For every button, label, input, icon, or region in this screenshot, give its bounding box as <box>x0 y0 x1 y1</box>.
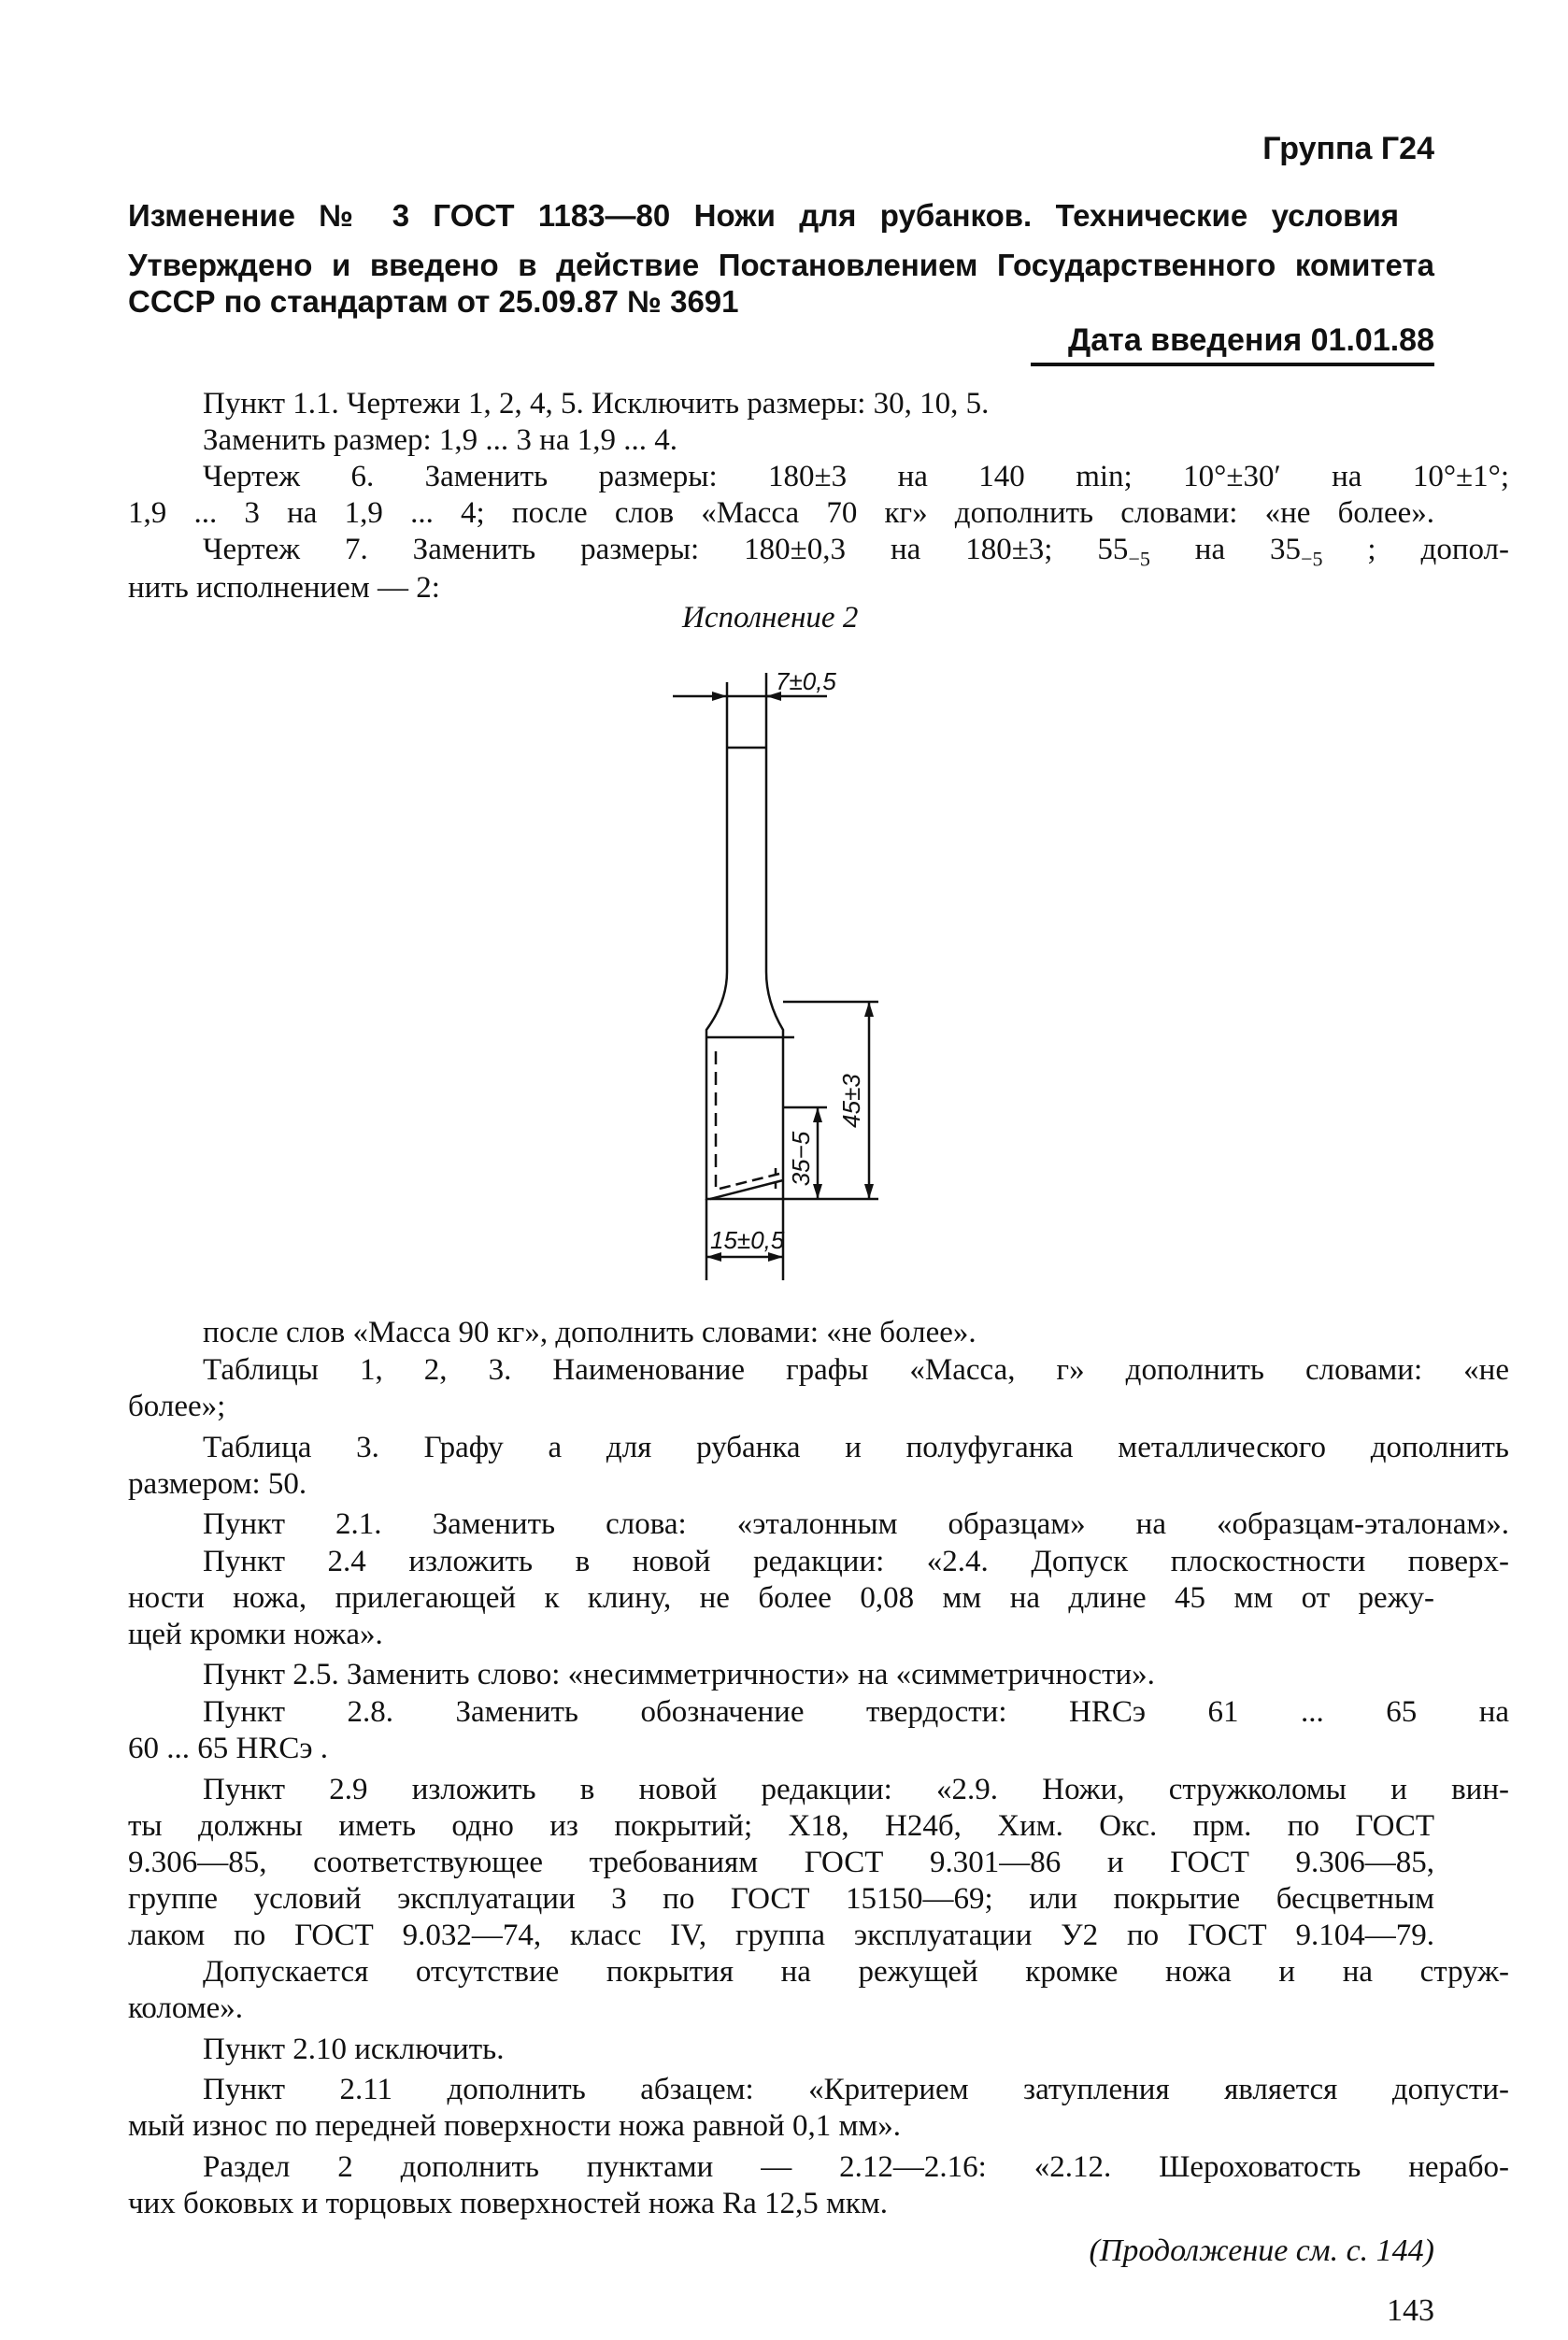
arrowhead <box>813 1107 822 1122</box>
text-line: Пункт 1.1. Чертежи 1, 2, 4, 5. Исключить размеры: 30, 10, 5. <box>203 387 990 421</box>
subscript: −5 <box>1301 547 1323 571</box>
document-title: Изменение № 3 ГОСТ 1183—80 Ножи для рубанков. Технические условия <box>128 198 1399 233</box>
text-line: размером: 50. <box>128 1467 307 1501</box>
text-line: Допускается отсутствие покрытия на режущей кромке ножа и на струж- <box>203 1955 1509 1989</box>
text-line: 1,9 ... 3 на 1,9 ... 4; после слов «Масса 70 кг» дополнить словами: «не более». <box>128 496 1434 530</box>
arrowhead <box>864 1002 874 1017</box>
text-line: лаком по ГОСТ 9.032—74, класс IV, группа эксплуатации У2 по ГОСТ 9.104—79. <box>128 1919 1434 1952</box>
group-label: Группа Г24 <box>1262 131 1434 166</box>
approval-line-1: Утверждено и введено в действие Постановлением Государственного комитета <box>128 248 1434 282</box>
text-line: Пункт 2.4 изложить в новой редакции: «2.4. Допуск плоскостности поверх- <box>203 1545 1509 1578</box>
text-line: нить исполнением — 2: <box>128 571 440 605</box>
text-line: Таблица 3. Графу a для рубанка и полуфуганка металлического дополнить <box>203 1431 1509 1464</box>
approval-line-2: СССР по стандартам от 25.09.87 № 3691 <box>128 284 739 319</box>
text-line: коломе». <box>128 1991 244 2025</box>
text-line: 9.306—85, соответствующее требованиям ГОСТ 9.301—86 и ГОСТ 9.306—85, <box>128 1846 1434 1879</box>
hidden-line <box>720 1173 783 1189</box>
text-line: Пункт 2.11 дополнить абзацем: «Критерием затупления является допусти- <box>203 2073 1509 2106</box>
text-line: Пункт 2.5. Заменить слово: «несимметричности» на «симметричности». <box>203 1658 1155 1691</box>
text-line: более»; <box>128 1390 226 1423</box>
text-line: Пункт 2.9 изложить в новой редакции: «2.9. Ножи, стружколомы и вин- <box>203 1773 1509 1806</box>
knife-outline <box>706 748 783 1199</box>
text-line: Пункт 2.1. Заменить слова: «эталонным образцам» на «образцам-эталонам». <box>203 1507 1509 1541</box>
text-line: Чертеж 6. Заменить размеры: 180±3 на 140 min; 10°±30′ на 10°±1°; <box>203 460 1509 493</box>
text-line: Раздел 2 дополнить пунктами — 2.12—2.16: «2.12. Шероховатость нерабо- <box>203 2150 1509 2184</box>
arrowhead <box>864 1184 874 1199</box>
text-line: 60 ... 65 HRCэ . <box>128 1732 329 1765</box>
text-line: щей кромки ножа». <box>128 1618 383 1651</box>
page-number: 143 <box>1387 2293 1434 2328</box>
effective-date: Дата введения 01.01.88 <box>1068 322 1434 358</box>
dimension-label: 45±3 <box>837 1074 865 1128</box>
text-line: чих боковых и торцовых поверхностей ножа Ra 12,5 мкм. <box>128 2187 889 2220</box>
text-line: Пункт 2.8. Заменить обозначение твердости: HRCэ 61 ... 65 на <box>203 1695 1509 1729</box>
arrowhead <box>712 692 727 701</box>
dimension-label: 7±0,5 <box>776 667 836 695</box>
text-line: ты должны иметь одно из покрытий; Х18, Н24б, Хим. Окс. прм. по ГОСТ <box>128 1809 1434 1843</box>
text-line: мый износ по передней поверхности ножа равной 0,1 мм». <box>128 2109 901 2143</box>
text-line: Таблицы 1, 2, 3. Наименование графы «Масса, г» дополнить словами: «не <box>203 1353 1509 1387</box>
text-fragment: на 35 <box>1149 533 1302 566</box>
text-line: группе условий эксплуатации 3 по ГОСТ 15150—69; или покрытие бесцветным <box>128 1882 1434 1916</box>
text-fragment: ; допол- <box>1322 533 1510 566</box>
continuation-note: (Продолжение см. с. 144) <box>1089 2233 1434 2268</box>
subscript: −5 <box>1128 547 1150 571</box>
date-underline <box>1031 363 1434 366</box>
dimension-label: 15±0,5 <box>710 1226 785 1254</box>
text-line: после слов «Масса 90 кг», дополнить словами: «не более». <box>203 1316 976 1349</box>
knife-drawing <box>654 654 953 1290</box>
text-fragment: Чертеж 7. Заменить размеры: 180±0,3 на 180±3; 55 <box>203 533 1129 566</box>
text-line: Пункт 2.10 исключить. <box>203 2033 505 2066</box>
dimension-label: 35−5 <box>787 1131 815 1187</box>
figure-caption: Исполнение 2 <box>682 601 859 635</box>
text-line: Заменить размер: 1,9 ... 3 на 1,9 ... 4. <box>203 423 677 457</box>
text-line: ности ножа, прилегающей к клину, не более 0,08 мм на длине 45 мм от режу- <box>128 1581 1434 1615</box>
